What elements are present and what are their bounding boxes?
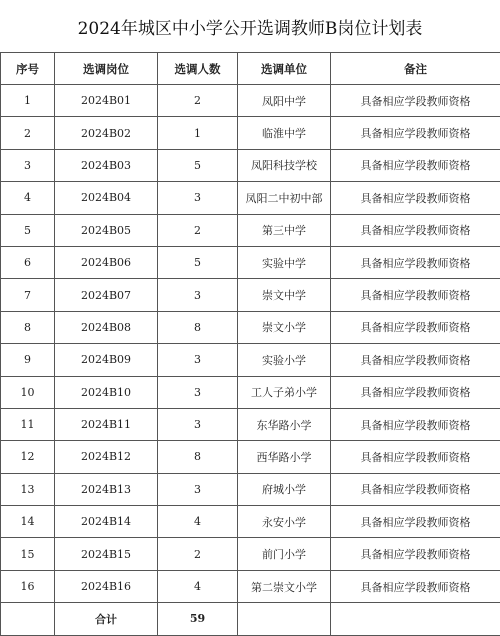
row-unit: 前门小学	[238, 538, 331, 570]
row-count: 8	[158, 441, 238, 473]
row-count: 3	[158, 408, 238, 440]
row-post: 2024B03	[55, 149, 158, 181]
row-unit: 凤阳中学	[238, 85, 331, 117]
total-row	[1, 603, 500, 635]
row-serial: 10	[1, 376, 55, 408]
row-serial: 2	[1, 117, 55, 149]
row-unit: 崇文小学	[238, 311, 331, 343]
row-count: 4	[158, 570, 238, 602]
row-post: 2024B11	[55, 408, 158, 440]
row-unit: 工人子弟小学	[238, 376, 331, 408]
row-note: 具备相应学段教师资格	[331, 538, 500, 570]
row-note: 具备相应学段教师资格	[331, 376, 500, 408]
row-count: 3	[158, 376, 238, 408]
total-note-cell	[331, 603, 500, 635]
table-row	[1, 311, 500, 343]
row-count: 5	[158, 149, 238, 181]
row-count: 8	[158, 311, 238, 343]
row-post: 2024B04	[55, 182, 158, 214]
row-count: 2	[158, 538, 238, 570]
row-unit: 临淮中学	[238, 117, 331, 149]
table-row	[1, 473, 500, 505]
row-post: 2024B09	[55, 344, 158, 376]
row-post: 2024B05	[55, 214, 158, 246]
header-unit: 选调单位	[238, 53, 331, 85]
total-label: 合计	[55, 603, 158, 635]
row-note: 具备相应学段教师资格	[331, 473, 500, 505]
row-note: 具备相应学段教师资格	[331, 441, 500, 473]
row-post: 2024B12	[55, 441, 158, 473]
row-unit: 第三中学	[238, 214, 331, 246]
row-serial: 5	[1, 214, 55, 246]
row-note: 具备相应学段教师资格	[331, 85, 500, 117]
row-unit: 实验小学	[238, 344, 331, 376]
row-note: 具备相应学段教师资格	[331, 117, 500, 149]
row-serial: 14	[1, 506, 55, 538]
row-count: 2	[158, 85, 238, 117]
row-unit: 凤阳科技学校	[238, 149, 331, 181]
row-serial: 15	[1, 538, 55, 570]
table-row	[1, 182, 500, 214]
row-note: 具备相应学段教师资格	[331, 149, 500, 181]
row-count: 3	[158, 473, 238, 505]
row-serial: 16	[1, 570, 55, 602]
row-unit: 永安小学	[238, 506, 331, 538]
table-title: 2024年城区中小学公开选调教师B岗位计划表	[0, 0, 500, 52]
row-unit: 实验中学	[238, 246, 331, 278]
row-note: 具备相应学段教师资格	[331, 246, 500, 278]
header-count: 选调人数	[158, 53, 238, 85]
table-row	[1, 246, 500, 278]
row-serial: 8	[1, 311, 55, 343]
table-row	[1, 538, 500, 570]
table-row	[1, 149, 500, 181]
row-post: 2024B02	[55, 117, 158, 149]
row-note: 具备相应学段教师资格	[331, 344, 500, 376]
row-serial: 4	[1, 182, 55, 214]
table-row	[1, 117, 500, 149]
row-serial: 13	[1, 473, 55, 505]
header-note: 备注	[331, 53, 500, 85]
row-count: 3	[158, 279, 238, 311]
table-row	[1, 506, 500, 538]
row-post: 2024B14	[55, 506, 158, 538]
row-count: 3	[158, 344, 238, 376]
row-note: 具备相应学段教师资格	[331, 279, 500, 311]
row-unit: 东华路小学	[238, 408, 331, 440]
table-row	[1, 570, 500, 602]
table-row	[1, 441, 500, 473]
total-serial-cell	[1, 603, 55, 635]
table-row	[1, 85, 500, 117]
row-post: 2024B01	[55, 85, 158, 117]
table-row	[1, 376, 500, 408]
row-serial: 3	[1, 149, 55, 181]
row-serial: 6	[1, 246, 55, 278]
row-note: 具备相应学段教师资格	[331, 506, 500, 538]
row-count: 5	[158, 246, 238, 278]
row-count: 2	[158, 214, 238, 246]
row-note: 具备相应学段教师资格	[331, 408, 500, 440]
row-unit: 西华路小学	[238, 441, 331, 473]
row-note: 具备相应学段教师资格	[331, 214, 500, 246]
table-row	[1, 279, 500, 311]
header-serial: 序号	[1, 53, 55, 85]
header-row	[1, 53, 500, 85]
row-note: 具备相应学段教师资格	[331, 311, 500, 343]
row-post: 2024B06	[55, 246, 158, 278]
row-serial: 11	[1, 408, 55, 440]
row-unit: 凤阳二中初中部	[238, 182, 331, 214]
row-post: 2024B15	[55, 538, 158, 570]
row-unit: 第二崇文小学	[238, 570, 331, 602]
total-count: 59	[158, 603, 238, 635]
row-unit: 崇文中学	[238, 279, 331, 311]
row-note: 具备相应学段教师资格	[331, 570, 500, 602]
row-serial: 9	[1, 344, 55, 376]
table-row	[1, 408, 500, 440]
row-unit: 府城小学	[238, 473, 331, 505]
header-post: 选调岗位	[55, 53, 158, 85]
row-serial: 7	[1, 279, 55, 311]
table-row	[1, 344, 500, 376]
row-count: 4	[158, 506, 238, 538]
position-plan-table	[0, 52, 500, 636]
row-post: 2024B08	[55, 311, 158, 343]
row-count: 1	[158, 117, 238, 149]
row-note: 具备相应学段教师资格	[331, 182, 500, 214]
row-serial: 1	[1, 85, 55, 117]
row-post: 2024B13	[55, 473, 158, 505]
row-post: 2024B07	[55, 279, 158, 311]
table-row	[1, 214, 500, 246]
row-serial: 12	[1, 441, 55, 473]
total-unit-cell	[238, 603, 331, 635]
row-count: 3	[158, 182, 238, 214]
row-post: 2024B10	[55, 376, 158, 408]
row-post: 2024B16	[55, 570, 158, 602]
